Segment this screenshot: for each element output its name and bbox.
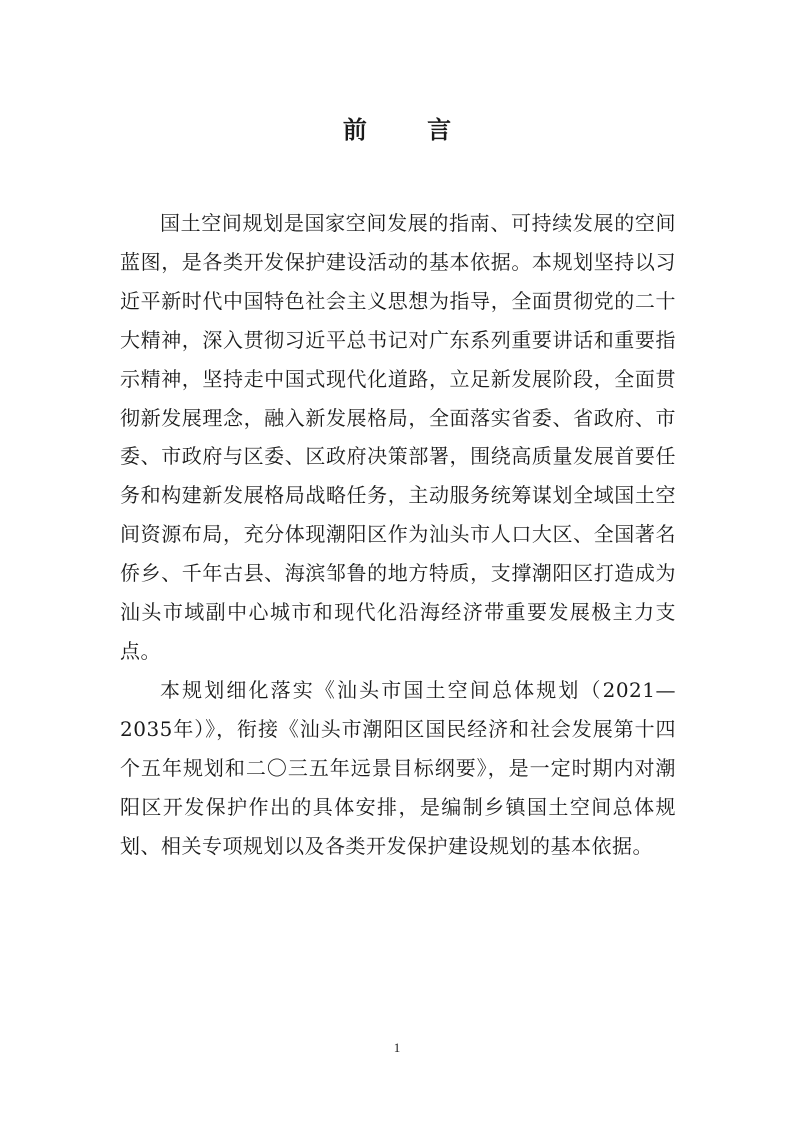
paragraph-1: 国土空间规划是国家空间发展的指南、可持续发展的空间蓝图，是各类开发保护建设活动的基本依据。本规划坚持以习近平新时代中国特色社会主义思想为指导，全面贯彻党的二十大精神，深入贯彻习近平总书记对广东系列重要讲话和重要指示精神，坚持走中国式现代化道路，立足新发展阶段，全面贯彻新发展理念，融入新发展格局，全面落实省委、省政府、市委、市政府与区委、区政府决策部署，围绕高质量发展首要任务和构建新发展格局战略任务，主动服务统筹谋划全域国土空间资源布局，充分体现潮阳区作为汕头市人口大区、全国著名侨乡、千年古县、海滨邹鲁的地方特质，支撑潮阳区打造成为汕头市域副中心城市和现代化沿海经济带重要发展极主力支点。 <box>120 211 676 663</box>
page-number: 1 <box>393 1040 401 1055</box>
page-title: 前 言 <box>342 115 478 144</box>
document-body <box>120 204 676 865</box>
paragraph-2: 本规划细化落实《汕头市国土空间总体规划（2021—2035年）》，衔接《汕头市潮阳区国民经济和社会发展第十四个五年规划和二〇三五年远景目标纲要》，是一定时期内对潮阳区开发保护作出的具体安排，是编制乡镇国土空间总体规划、相关专项规划以及各类开发保护建设规划的基本依据。 <box>120 677 676 858</box>
